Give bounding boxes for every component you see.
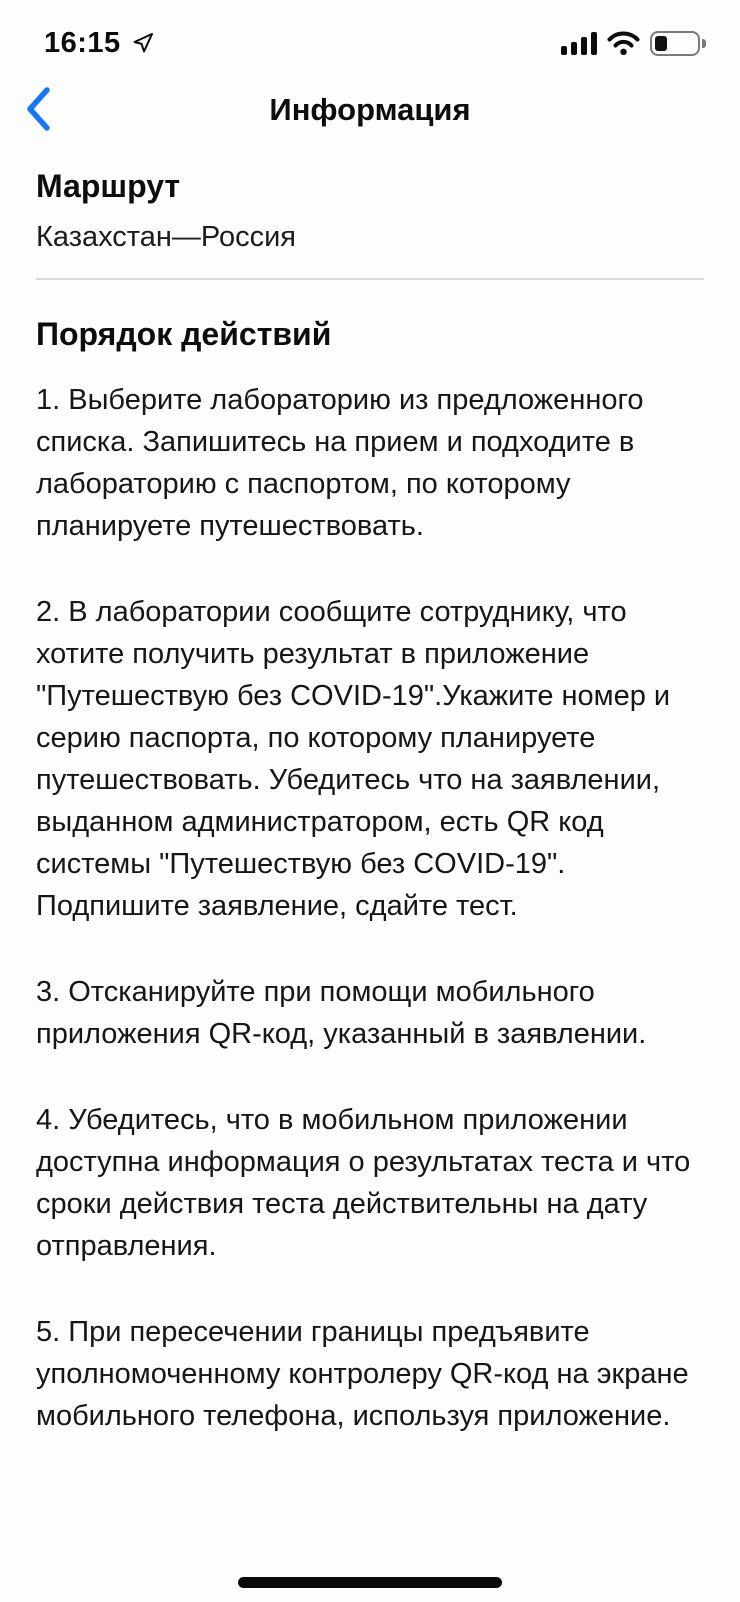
nav-bar bbox=[0, 72, 740, 148]
cellular-signal-icon bbox=[561, 31, 597, 55]
status-bar bbox=[0, 0, 740, 72]
status-time: 16:15 bbox=[44, 26, 121, 59]
battery-icon bbox=[650, 31, 706, 56]
step-item-4: 4. Убедитесь, что в мобильном приложении доступна информация о результатах теста и что сроки действия теста действительны на дату отправления. bbox=[36, 1104, 691, 1262]
divider bbox=[36, 278, 704, 280]
back-button[interactable] bbox=[10, 80, 66, 140]
route-value: Казахстан—Россия bbox=[36, 221, 296, 253]
step-item-5: 5. При пересечении границы предъявите уполномоченному контролеру QR-код на экране мобильного телефона, используя приложение. bbox=[36, 1316, 689, 1432]
info-content bbox=[0, 168, 740, 1437]
home-indicator[interactable] bbox=[238, 1577, 502, 1588]
location-arrow-icon bbox=[131, 31, 155, 55]
chevron-left-icon bbox=[25, 86, 51, 135]
step-item-1: 1. Выберите лабораторию из предложенного списка. Запишитесь на прием и подходите в лабораторию с паспортом, по которому планируете путешествовать. bbox=[36, 384, 644, 542]
step-item-2: 2. В лаборатории сообщите сотруднику, что хотите получить результат в приложение "Путешествую без COVID-19".Укажите номер и серию паспорта, по которому планируете путешествовать. Убедитесь что на заявлении, выданном администратором, есть QR код системы "Путешествую без COVID-19". Подпишите заявление, сдайте тест. bbox=[36, 596, 671, 922]
step-item-3: 3. Отсканируйте при помощи мобильного приложения QR-код, указанный в заявлении. bbox=[36, 976, 647, 1050]
battery-fill bbox=[655, 36, 667, 51]
route-heading: Маршрут bbox=[36, 168, 181, 204]
steps-heading: Порядок действий bbox=[36, 316, 332, 352]
page-title: Информация bbox=[269, 92, 471, 127]
wifi-icon bbox=[607, 31, 640, 56]
